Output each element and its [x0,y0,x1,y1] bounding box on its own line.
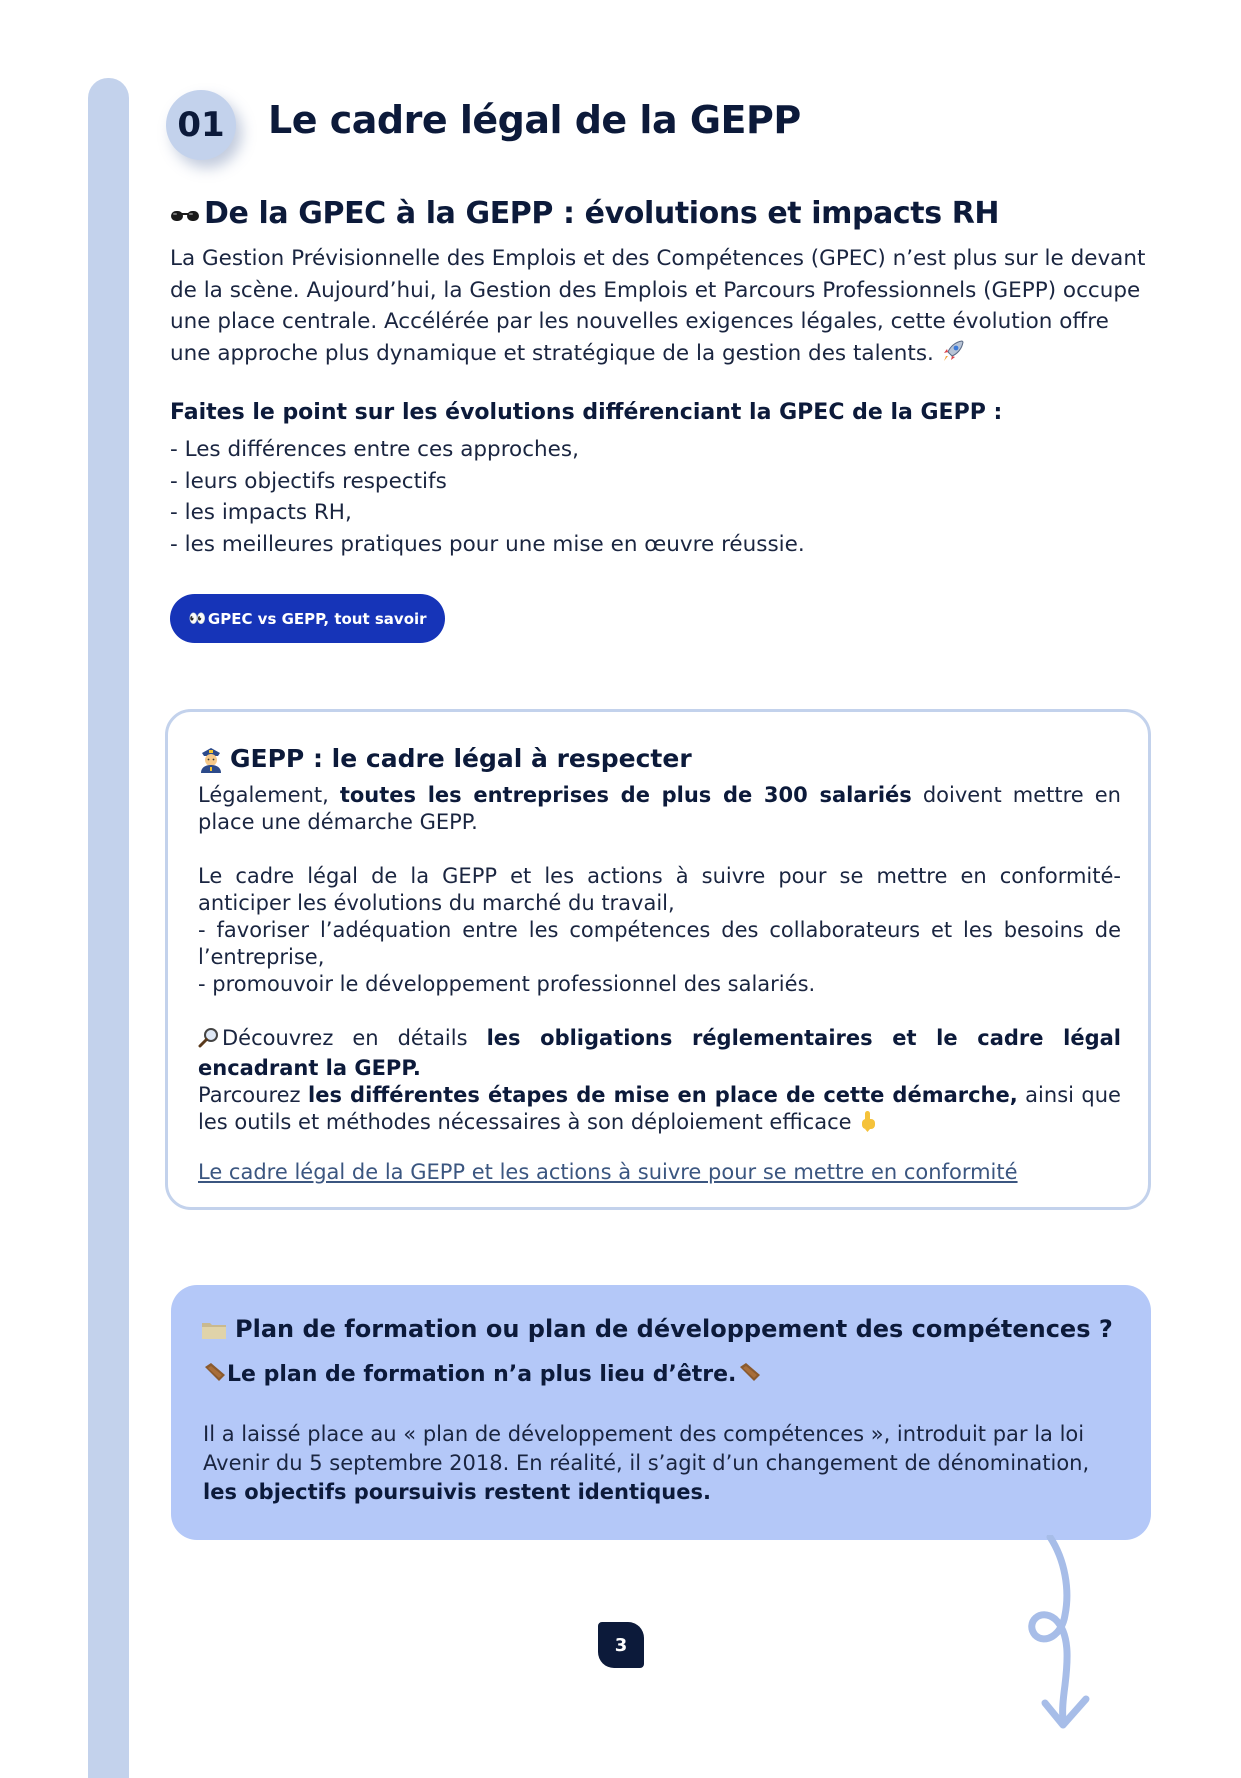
plan-body-emphasis: les objectifs poursuivis restent identiques. [203,1480,711,1504]
legal-p3-emphasis: les obligations réglementaires et le cadre légal encadrant la GEPP. [198,1026,1121,1080]
legal-p2-line: - promouvoir le développement professionnel des salariés. [198,972,816,996]
plan-body-text: Il a laissé place au « plan de développement des compétences », introduit par la loi Avenir du 5 septembre 2018. En réalité, il s’agit d’un changement de dénomination, [203,1422,1090,1475]
intro-text: La Gestion Prévisionnelle des Emplois et des Compétences (GPEC) n’est plus sur le devant de la scène. Aujourd’hui, la Gestion des Emplois et Parcours Professionnels (GEPP) occupe une place centrale. Accélérée par les nouvelles exigences légales, cette évolution offre une approche plus dynamique et stratégique de la gestion des talents. [170,246,1146,366]
list-item: - leurs objectifs respectifs [170,468,447,494]
legal-body [198,782,1121,1167]
magnifying-glass-icon [198,1026,220,1055]
legal-paragraph-discover [198,1025,1121,1140]
police-officer-icon [198,745,224,779]
evolutions-list [170,434,805,560]
sunglasses-icon [170,197,200,232]
legal-p3-text: Parcourez [198,1083,309,1107]
legal-heading [198,744,692,779]
plan-heading-text: Plan de formation ou plan de développement des compétences ? [235,1315,1113,1343]
pointing-down-icon [858,1109,878,1140]
intro-paragraph [170,243,1155,373]
legal-p3-text-end: ainsi que les outils et méthodes nécessaires à son déploiement efficace [198,1083,1121,1134]
plan-body [203,1420,1113,1507]
training-plan-card [171,1285,1151,1540]
legal-p3-emphasis: les différentes étapes de mise en place de cette démarche, [308,1083,1018,1107]
legal-framework-card [165,709,1151,1210]
list-item: - Les différences entre ces approches, [170,437,579,462]
legal-p2-line: Le cadre légal de la GEPP et les actions à suivre pour se mettre en conformité- anticiper les évolutions du marché du travail, [198,864,1121,915]
coffin-icon [201,1361,227,1391]
legal-p1-emphasis: toutes les entreprises de plus de 300 salariés [339,783,912,807]
evolutions-heading: Faites le point sur les évolutions différenciant la GPEC de la GEPP : [170,400,1003,425]
plan-subheading-text: Le plan de formation n’a plus lieu d’être. [227,1362,737,1387]
legal-paragraph-actions [198,863,1121,998]
eyes-icon: 👀 [188,610,206,627]
gpec-vs-gepp-button-label: GPEC vs GEPP, tout savoir [207,609,427,628]
section-number-badge: 01 [166,90,236,160]
rocket-icon [940,338,966,374]
curly-arrow-decoration [1010,1535,1130,1735]
legal-p3-text: Découvrez en détails [222,1026,487,1050]
legal-p2-line: - favoriser l’adéquation entre les compétences des collaborateurs et les besoins de l’entreprise, [198,918,1121,969]
side-bar-decoration [88,78,129,1778]
plan-heading [201,1315,1113,1347]
legal-heading-text: GEPP : le cadre légal à respecter [230,744,692,773]
plan-subheading [201,1361,762,1391]
legal-paragraph-obligation [198,782,1121,836]
legal-p1-text: Légalement, [198,783,340,807]
list-item: - les meilleures pratiques pour une mise en œuvre réussie. [170,531,805,557]
gpec-gepp-heading [170,196,999,232]
gpec-gepp-heading-text: De la GPEC à la GEPP : évolutions et impacts RH [204,196,1000,231]
gpec-vs-gepp-button[interactable] [170,594,445,643]
folder-icon [201,1319,227,1347]
page-number: 3 [598,1622,644,1668]
legal-p1-text-end: doivent mettre en place une démarche GEPP. [198,783,1121,834]
coffin-icon [736,1361,762,1391]
legal-framework-link[interactable]: Le cadre légal de la GEPP et les actions à suivre pour se mettre en conformité [198,1160,1018,1184]
list-item: - les impacts RH, [170,500,352,525]
page-title: Le cadre légal de la GEPP [268,98,801,142]
